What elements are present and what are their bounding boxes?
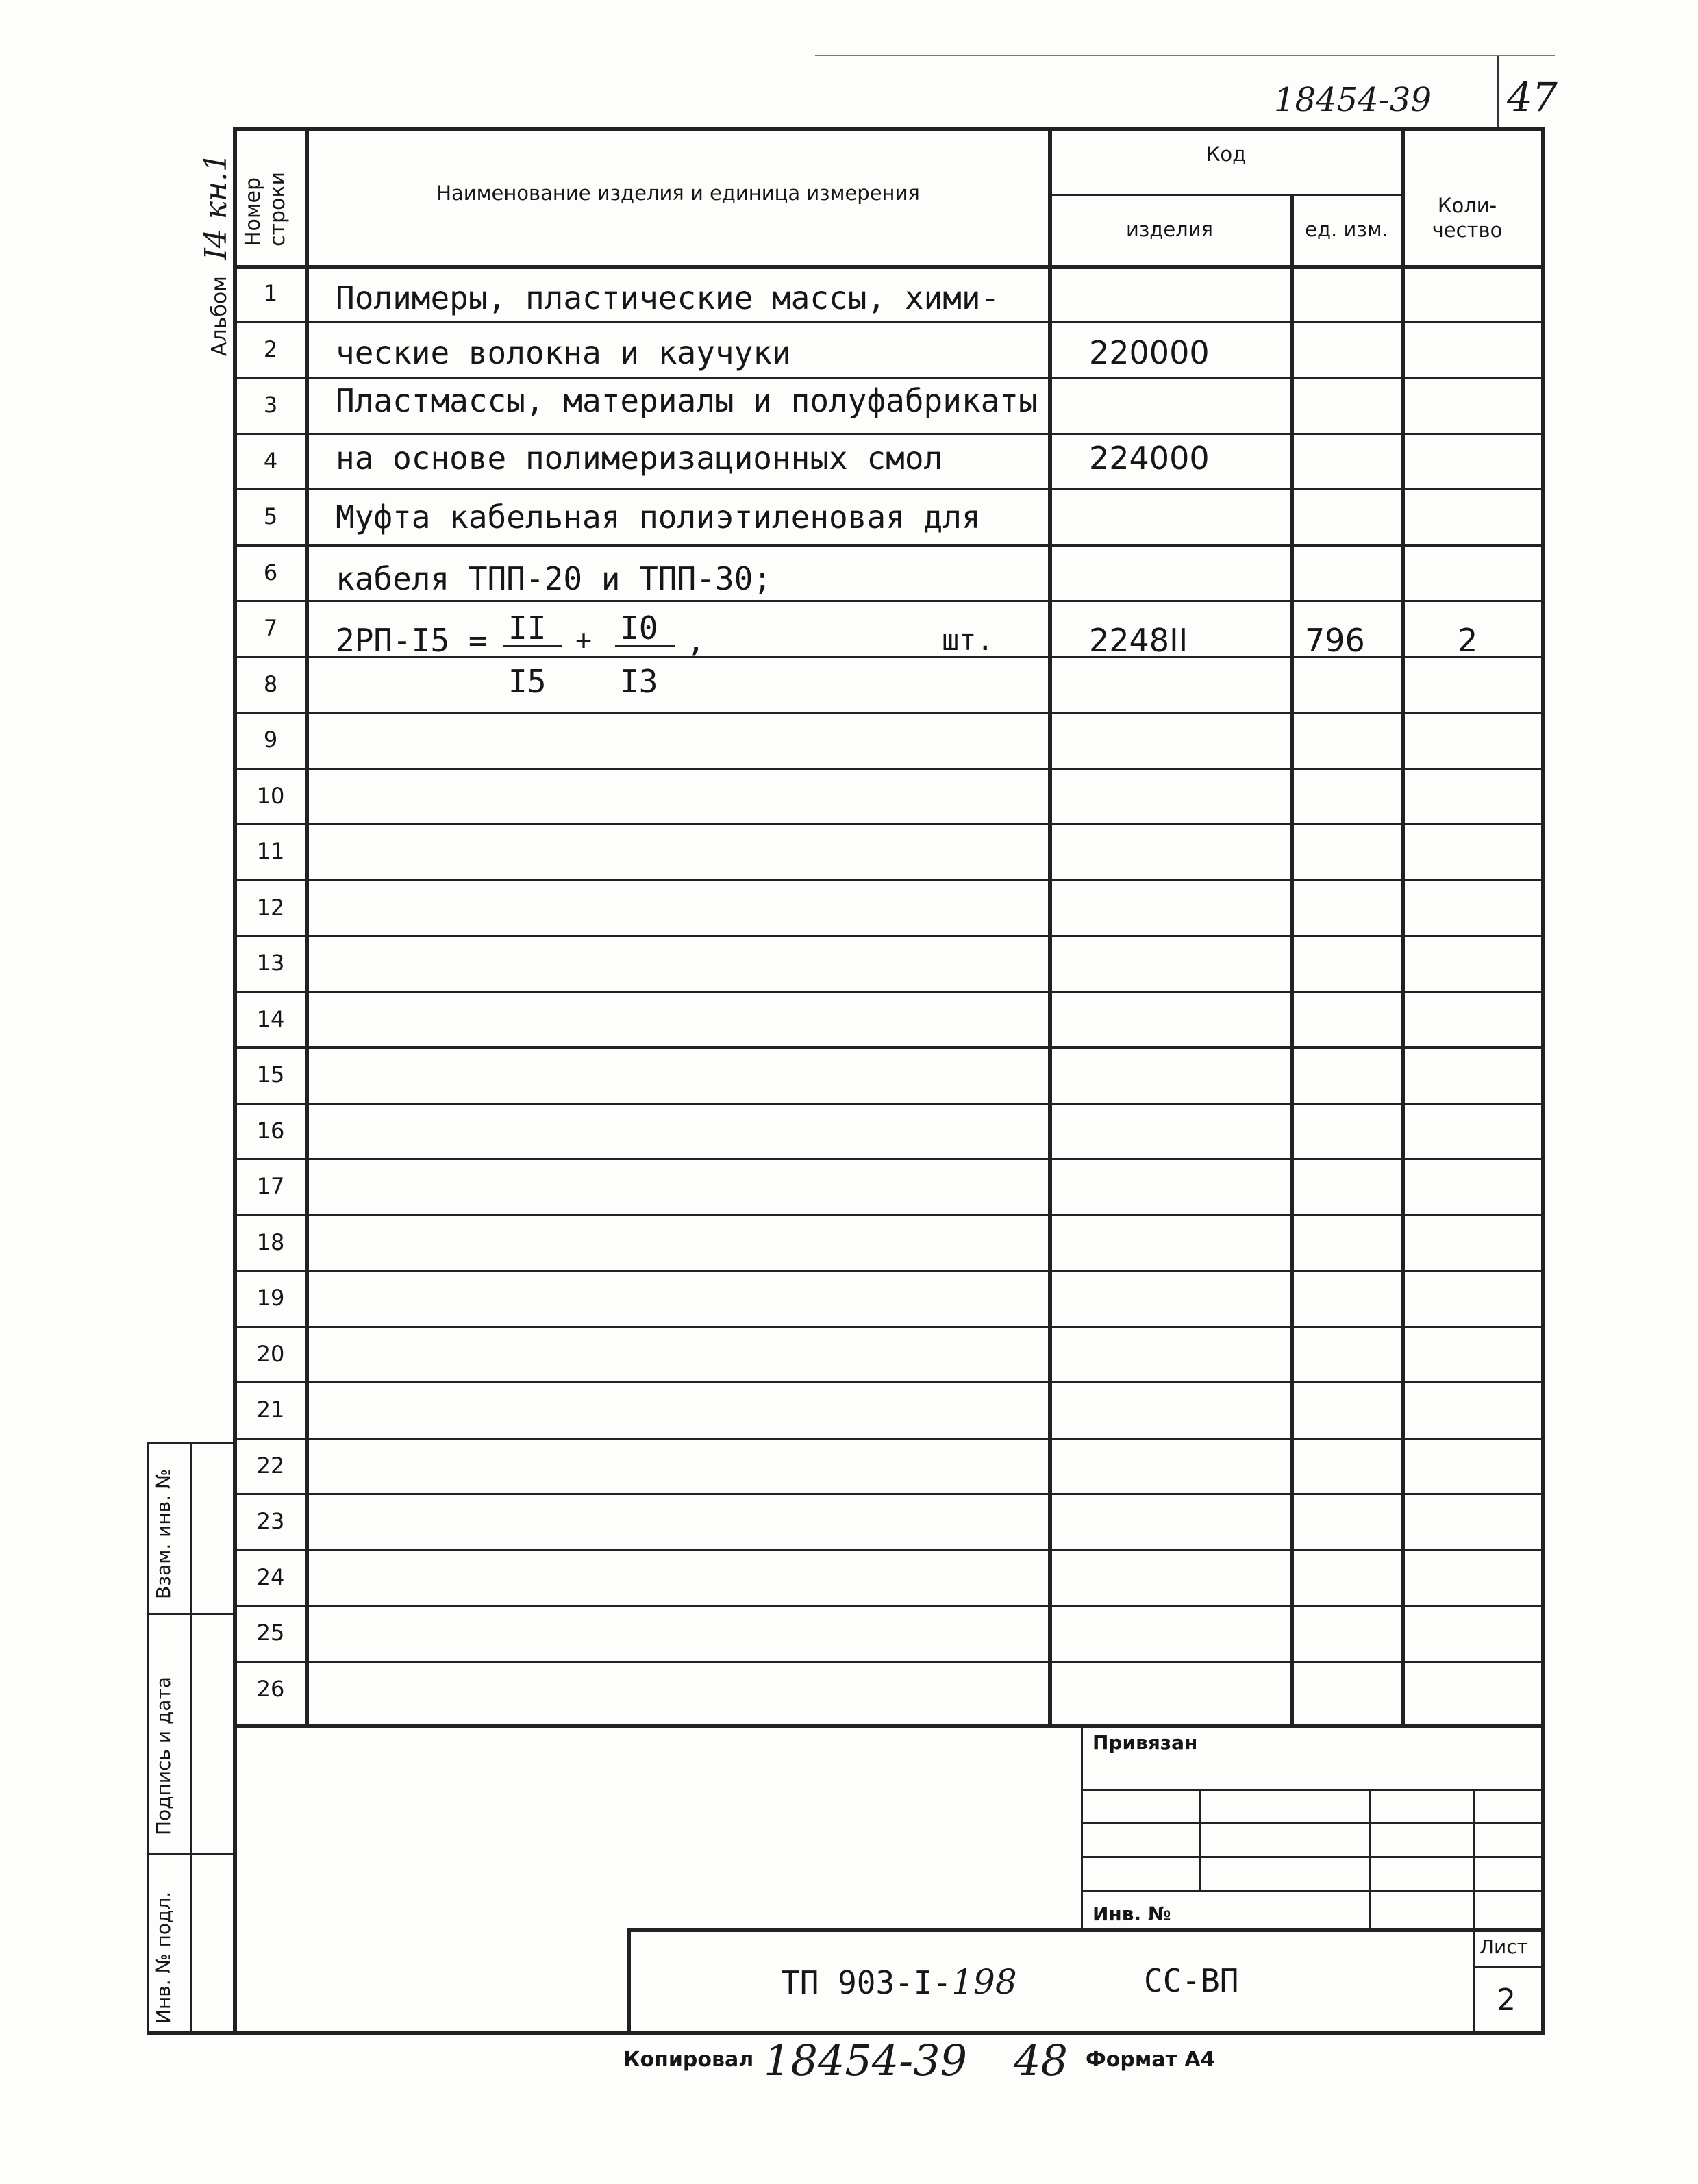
- header-name: Наименование изделия и единица измерения: [436, 181, 920, 205]
- header-code-unit: ед. изм.: [1305, 218, 1388, 241]
- stamp-doc-code-printed: ТП 903-I-: [781, 1964, 952, 2001]
- row-2-code: 220000: [1089, 334, 1210, 371]
- album-value: I4 кн.1: [199, 152, 234, 260]
- side-vzam-label: Взам. инв. №: [152, 1468, 175, 1599]
- top-rule: [815, 55, 1555, 56]
- row-number: 25: [256, 1620, 285, 1646]
- header-code-item: изделия: [1126, 218, 1213, 241]
- row-line: [235, 712, 1543, 714]
- row-line: [235, 1438, 1543, 1440]
- formula-comma: ,: [686, 622, 706, 659]
- side-inv-label: Инв. № подл.: [152, 1891, 175, 2024]
- row-line: [235, 991, 1543, 993]
- row-line: [235, 321, 1543, 323]
- formula-plus: +: [575, 625, 592, 656]
- row-number: 4: [263, 448, 278, 474]
- side-mid-border: [190, 1442, 192, 2033]
- row-number: 11: [256, 838, 285, 864]
- row-number: 1: [263, 280, 278, 306]
- row-number: 19: [256, 1285, 285, 1311]
- row-line: [235, 879, 1543, 881]
- stamp-sheet-split: [1473, 1966, 1543, 1968]
- row-number: 14: [256, 1006, 285, 1032]
- row-line: [235, 1270, 1543, 1272]
- stamp-doc-code: [781, 1962, 1017, 2002]
- formula-frac1-bar: [503, 645, 562, 647]
- row-number: 12: [256, 894, 285, 920]
- stamp-code-top: [627, 1928, 1545, 1932]
- row-2-name: ческие волокна и каучуки: [336, 334, 791, 371]
- stamp-sheet-value: 2: [1497, 1983, 1516, 2018]
- row-number: 26: [256, 1676, 285, 1702]
- row-line: [235, 1381, 1543, 1383]
- album-label: [199, 153, 234, 356]
- row-number: 21: [256, 1396, 285, 1422]
- row-4-code: 224000: [1089, 440, 1210, 477]
- formula-frac2-bar: [615, 645, 675, 647]
- row-number: 20: [256, 1341, 285, 1367]
- row-line: [235, 433, 1543, 435]
- stamp-grid-v-2: [1369, 1789, 1371, 1929]
- side-split-2: [147, 1853, 235, 1855]
- copied-handwritten: 18454-39: [764, 2035, 968, 2085]
- stamp-privyazan: Привязан: [1093, 1731, 1198, 1754]
- row-line: [235, 488, 1543, 490]
- copied-handwritten-2: 48: [1014, 2035, 1068, 2085]
- stamp-grid-v-1: [1199, 1789, 1201, 1890]
- album-label-text: Альбом: [208, 276, 232, 356]
- row-number: 16: [256, 1118, 285, 1144]
- row-3-name: Пластмассы, материалы и полуфабрикаты: [336, 382, 1038, 419]
- col-line-qty: [1401, 127, 1405, 1726]
- side-top-border: [147, 1442, 235, 1444]
- formula-frac1-den: I5: [508, 663, 547, 700]
- row-line: [235, 768, 1543, 770]
- stamp-top-line: [233, 1724, 1545, 1728]
- row-line: [235, 1326, 1543, 1328]
- stamp-doc-code-hand: 198: [951, 1962, 1017, 2002]
- row-number: 24: [256, 1564, 285, 1590]
- row-line: [235, 1661, 1543, 1663]
- stamp-mark: СС-ВП: [1144, 1962, 1239, 1999]
- header-quantity: Коли- чество: [1432, 194, 1503, 242]
- doc-number-handwritten: 18454-39: [1274, 81, 1432, 119]
- row-number: 23: [256, 1508, 285, 1534]
- row-line: [235, 600, 1543, 602]
- row-line: [235, 544, 1543, 547]
- row-number: 9: [263, 727, 278, 753]
- header-row-number: Номер строки: [241, 172, 290, 247]
- stamp-code-left: [627, 1928, 631, 2033]
- row-number: 6: [263, 560, 278, 586]
- row-number: 8: [263, 671, 278, 697]
- row-line: [235, 1046, 1543, 1049]
- stamp-grid-v-3: [1473, 1789, 1475, 1929]
- page-number-divider: [1497, 56, 1499, 131]
- col-line-name: [1048, 127, 1052, 1726]
- stamp-inv-no: Инв. №: [1093, 1903, 1171, 1925]
- row-number: 18: [256, 1229, 285, 1255]
- table-right-border: [1541, 127, 1545, 2034]
- row-line: [235, 1103, 1543, 1105]
- stamp-privyazan-left: [1081, 1724, 1083, 1929]
- formula-frac2-den: I3: [620, 663, 658, 700]
- row-7-unit: 796: [1305, 622, 1365, 659]
- row-line: [235, 1158, 1543, 1160]
- row-7-qty: 2: [1458, 622, 1478, 659]
- row-1-name: Полимеры, пластические массы, хими-: [336, 279, 1000, 316]
- copied-label: Копировал: [623, 2048, 754, 2072]
- stamp-sheet-left: [1473, 1928, 1475, 2033]
- row-7-code: 2248II: [1089, 622, 1188, 659]
- row-number: 15: [256, 1062, 285, 1088]
- row-line: [235, 1493, 1543, 1495]
- page-number: 47: [1507, 74, 1558, 121]
- row-number: 5: [263, 503, 278, 529]
- row-line: [235, 935, 1543, 937]
- row-line: [235, 1549, 1543, 1551]
- row-line: [235, 823, 1543, 825]
- row-number: 7: [263, 615, 278, 641]
- row-6-name: кабеля ТПП-20 и ТПП-30;: [336, 560, 772, 597]
- row-number: 2: [263, 336, 278, 362]
- row-number: 10: [256, 783, 285, 809]
- header-bottom-line: [233, 265, 1545, 269]
- row-number: 13: [256, 950, 285, 976]
- row-5-name: Муфта кабельная полиэтиленовая для: [336, 499, 981, 536]
- side-split-1: [147, 1613, 235, 1615]
- side-podpis-label: Подпись и дата: [152, 1677, 175, 1835]
- row-line: [235, 1214, 1543, 1216]
- formula-lhs: 2РП-I5 =: [336, 622, 488, 659]
- side-left-border: [147, 1442, 149, 2033]
- col-line-rownum: [305, 127, 309, 1726]
- table-top-border: [233, 127, 1545, 131]
- row-number: 3: [263, 392, 278, 418]
- row-4-name: на основе полимеризационных смол: [336, 440, 943, 477]
- row-number: 22: [256, 1453, 285, 1479]
- formula-frac2-num: I0: [620, 610, 658, 647]
- row-line: [235, 377, 1543, 379]
- format-label: Формат А4: [1086, 2048, 1215, 2072]
- formula-unit: шт.: [942, 623, 994, 657]
- stamp-sheet-label: Лист: [1479, 1935, 1528, 1958]
- row-line: [235, 1605, 1543, 1607]
- row-number: 17: [256, 1173, 285, 1199]
- header-code: Код: [1206, 142, 1247, 166]
- code-split-line: [1048, 194, 1404, 196]
- col-line-unit: [1290, 194, 1294, 1726]
- formula-frac1-num: II: [508, 610, 547, 647]
